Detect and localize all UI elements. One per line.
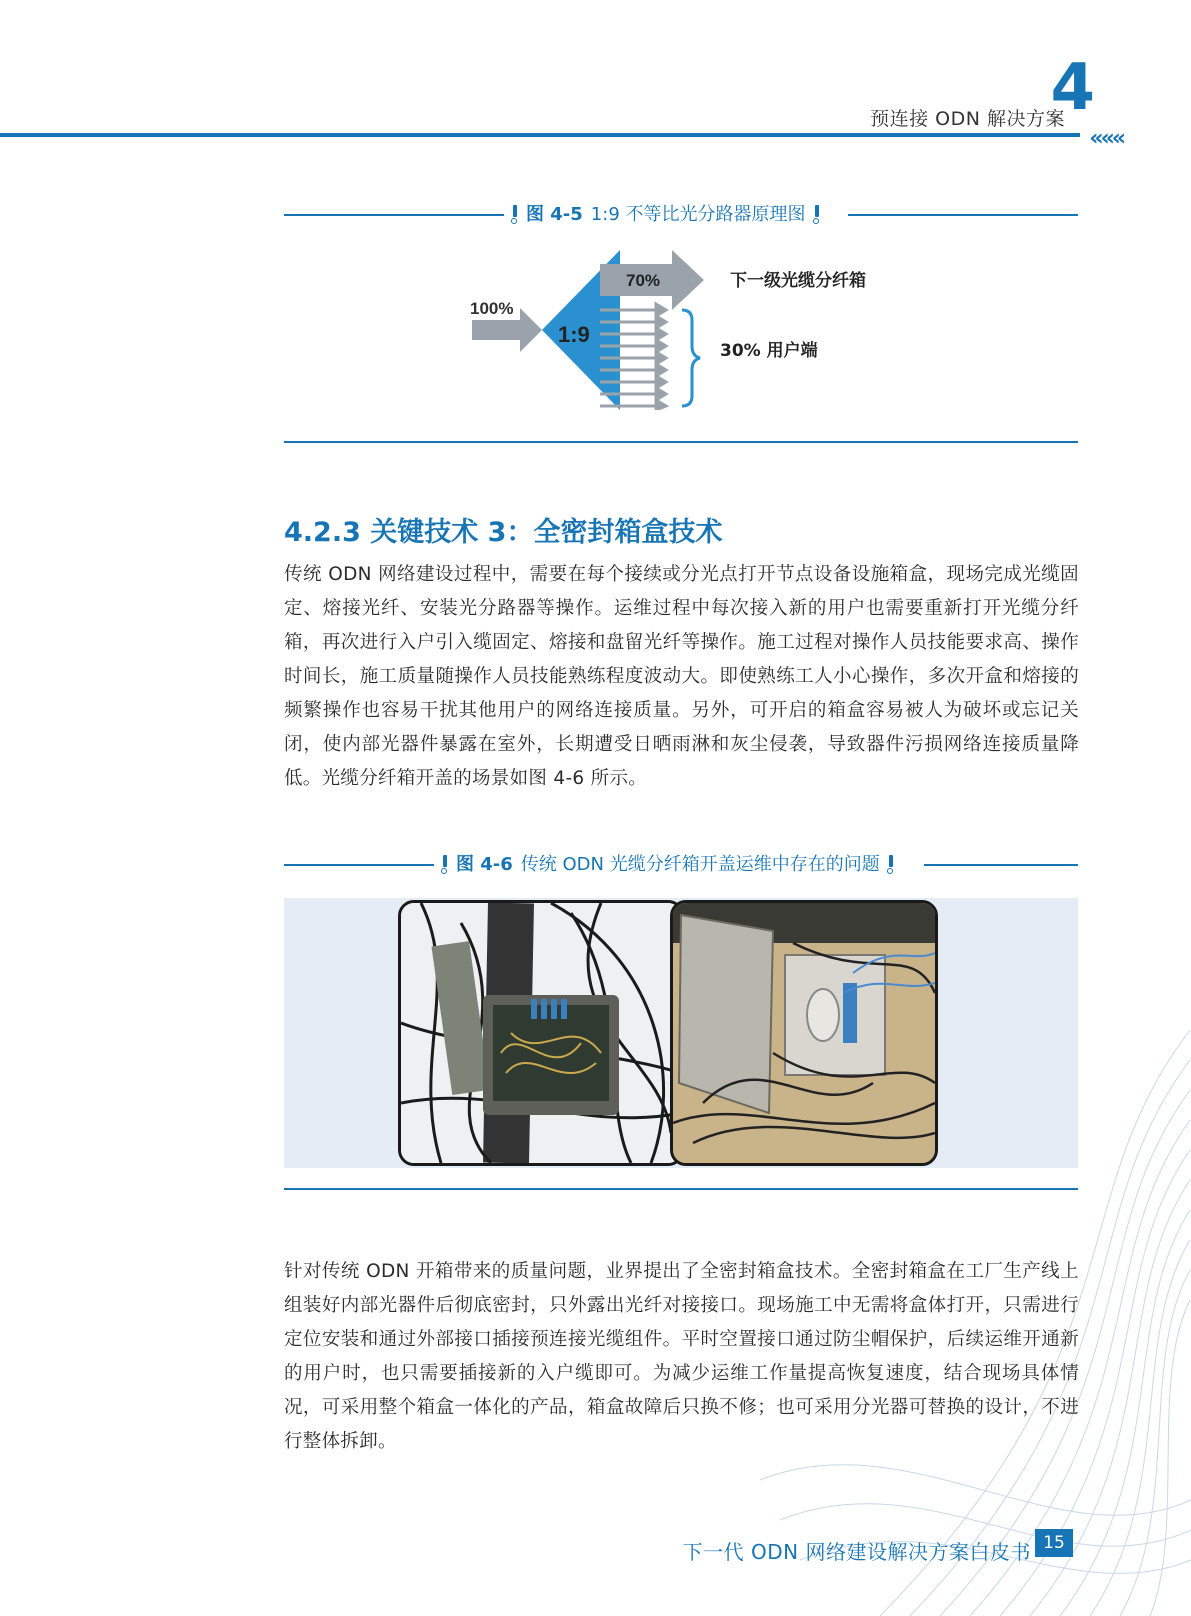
splitter-diagram [460, 250, 880, 410]
caption-rule-left [284, 214, 504, 216]
upper-output-label: 70% [626, 271, 661, 290]
caption-pin-icon [512, 205, 518, 223]
lower-output-label: 30% 用户端 [720, 341, 818, 361]
brace [682, 310, 700, 406]
figure-4-6-caption [284, 850, 1078, 874]
caption-pin-icon [814, 205, 820, 223]
chapter-number: 4 [1050, 51, 1095, 125]
photo-panel [284, 898, 1078, 1168]
upper-target-label: 下一级光缆分纤箱 [730, 271, 866, 291]
header-rule [0, 133, 1080, 137]
chapter-title: 预连接 ODN 解决方案 [870, 108, 1065, 130]
figure-label: 图 4-6 [456, 854, 513, 875]
figure-4-5-caption [284, 200, 1078, 224]
photo-ground-box [670, 900, 938, 1166]
page-number: 15 [1035, 1529, 1073, 1557]
figure-title: 1:9 不等比光分路器原理图 [590, 204, 806, 225]
figure-4-6-bottom-rule [284, 1188, 1078, 1190]
figure-title: 传统 ODN 光缆分纤箱开盖运维中存在的问题 [520, 854, 880, 875]
chevron-left-icon: ««« [1089, 126, 1123, 151]
caption-rule-right [924, 864, 1078, 866]
section-heading: 4.2.3 关键技术 3：全密封箱盒技术 [284, 517, 723, 548]
caption-rule-right [848, 214, 1078, 216]
caption-pin-icon [888, 855, 894, 873]
photo-pole-box [398, 900, 684, 1166]
figure-label: 图 4-5 [526, 204, 583, 225]
paragraph-2: 针对传统 ODN 开箱带来的质量问题，业界提出了全密封箱盒技术。全密封箱盒在工厂生产线上组装好内部光器件后彻底密封，只外露出光纤对接接口。现场施工中无需将盒体打开，只需进行定位安装和通过外部接口插接预连接光缆组件。平时空置接口通过防尘帽保护，后续运维开通新的用户时，也只需要插接新的入户缆即可。为减少运维工作量提高恢复速度，结合现场具体情况，可采用整个箱盒一体化的产品，箱盒故障后只换不修；也可采用分光器可替换的设计，不进行整体拆卸。 [284, 1261, 1079, 1452]
caption-rule-left [284, 864, 434, 866]
footer-doc-title: 下一代 ODN 网络建设解决方案白皮书 [682, 1540, 1031, 1564]
figure-4-5-bottom-rule [284, 441, 1078, 443]
input-label: 100% [470, 299, 514, 318]
caption-pin-icon [442, 855, 448, 873]
ratio-label: 1:9 [558, 322, 590, 347]
paragraph-1: 传统 ODN 网络建设过程中，需要在每个接续或分光点打开节点设备设施箱盒，现场完成光缆固定、熔接光纤、安装光分路器等操作。运维过程中每次接入新的用户也需要重新打开光缆分纤箱，再次进行入户引入缆固定、熔接和盘留光纤等操作。施工过程对操作人员技能要求高、操作时间长，施工质量随操作人员技能熟练程度波动大。即使熟练工人小心操作，多次开盒和熔接的频繁操作也容易干扰其他用户的网络连接质量。另外，可开启的箱盒容易被人为破坏或忘记关闭，使内部光器件暴露在室外，长期遭受日晒雨淋和灰尘侵袭，导致器件污损网络连接质量降低。光缆分纤箱开盖的场景如图 4-6 所示。 [284, 564, 1079, 789]
